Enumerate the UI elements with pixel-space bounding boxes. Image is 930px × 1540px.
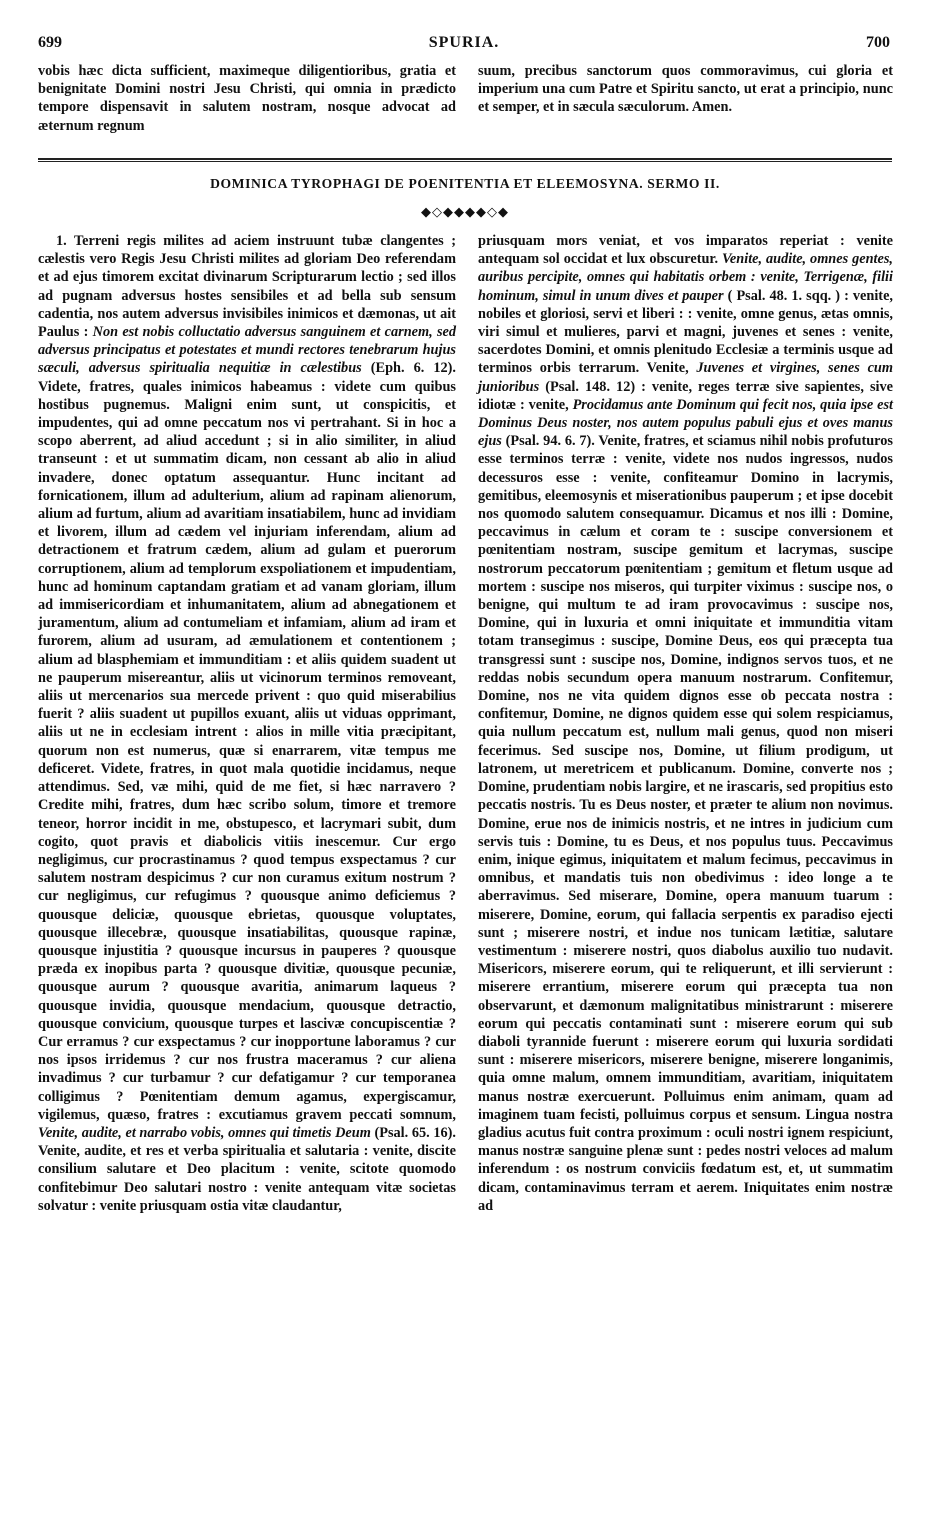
scripture-quote: Procidamus ante Dominum qui fecit nos, quia ipse est Dominus Deus noster, nos autem populus pabuli ejus et oves manus ejus xyxy=(478,396,893,450)
body-text: ( Psal. 48. 1. sqq. ) : venite, nobiles et gloriosi, servi et liberi : : venite, omne genus, ætas omnis, viri simul et mulieres, parvi et magni, juvenes et senes : venite, sacerdotes Domini, et omnis plenitudo Ecclesiæ a terminis usque ad terminos orbis terrarum. Venite, xyxy=(478,287,893,377)
page-header xyxy=(38,34,890,58)
top-text-right: suum, precibus sanctorum quos commoravimus, cui gloria et imperium una cum Patre et Spiritu sancto, ut erat a principio, nunc et semper, et in sæcula sæculorum. Amen. xyxy=(478,63,893,116)
scripture-quote: Non est nobis colluctatio adversus sanguinem et carnem, sed adversus principatus et potestates et mundi rectores tenebrarum hujus sæculi, adversus spiritualia nequitiæ in cælestibus xyxy=(38,324,457,377)
page-number-left: 699 xyxy=(38,34,62,51)
sermon-title: DOMINICA TYROPHAGI DE POENITENTIA ET ELEEMOSYNA. SERMO II. xyxy=(210,176,720,191)
body-text: (Psal. 148. 12) : venite, reges terræ sive sapientes, sive idiotæ : venite, xyxy=(478,378,893,413)
scripture-quote: Venite, audite, omnes gentes, auribus percipite, omnes qui habitatis orbem : venite, Terrigenæ, filii hominum, simul in unum dives et pauper xyxy=(478,251,893,304)
body-left-column xyxy=(38,232,456,1215)
section-divider-thin xyxy=(38,161,892,162)
body-text: (Eph. 6. 12). Videte, fratres, quales inimicos habeamus : videte cum quibus hostibus pugnemus. Maligni enim sunt, ut conspicitis, et impudentes, qui ad omne peccatum nos vi pertrahant. Si in hoc a scopo aberrent, ad aliud accedunt ; si in alio similiter, in aliud transeunt : et ut summatim dicam, non cessant ab alio in aliud invadere, donec optatum assequantur. Hunc incitant ad fornicationem, illum ad adulterium, alium ad rapinam alienorum, alium ad furtum, alium ad avaritiam insatiabilem, hunc ad invidiam et livorem, illum ad cædem vel injuriam inferendam, alium ad detractionem et fratrum cædem, alium ad gulam et puerorum corruptionem, alium ad templorum exspoliationem et impudentiam, hunc ad hominum captandam gratiam et ad vanam gloriam, illum ad immisericordiam et inhumanitatem, alium ad abnegationem et juramentum, alium ad contumeliam et infamiam, alium ad iram et furorem, alium ad usuram, ad æmulationem et contentionem ; alium ad blasphemiam et immunditiam : et aliis quidem suadent ut ne pauperum misereantur, aliis ut vicinorum terminos removeant, aliis ut mercenarios sua mercede privent : quo quid miserabilius fuerit ? aliis suadent ut pupillos exuant, aliis ut viduas opprimant, aliis ut ne in ecclesiam intrent : alios in mille vitia præcipitant, quorum non est numerus, quæ si enarrarem, vitæ tempus me deficeret. Videte, fratres, in quot mala quotidie incidamus, neque attendimus. Sed, væ mihi, quid de me fiet, si hæc narravero ? Credite mihi, fratres, dum hæc scribo solum, timore et tremore teneor, horror incidit in me, obstupesco, et lacrymari subit, dum cogito, quot pravis et diabolicis vitiis inescemur. Cur ergo negligimus, cur procrastinamus ? quod tempus exspectamus ? cur salutem nostram despicimus ? cur non curamus exitum nostrum ? cur negligimus, cur refugimus ? quousque animo deficiemus ? quousque deliciæ, quousque ebrietas, quousque voluptates, quousque illecebræ, quousque insatiabilitas, quousque rapinæ, quousque injustitia ? quousque incursus in pauperes ? quousque præda ex inopibus parta ? quousque divitiæ, quousque pecuniæ, quousque aurum ? quousque avaritia, animarum laqueus ? quousque invidia, quousque mendacium, quousque detractio, quousque convicium, quousque turpes et lascivæ concupiscentiæ ? Cur erramus ? cur exspectamus ? cur inopportune laboramus ? cur nos ipsos irridemus ? cur nos frustra maceramus ? cur aliena invadimus ? cur turbamur ? cur defatigamur ? cur temporanea colligimus ? Pœnitentiam demum agamus, expergiscamur, vigilemus, quæso, fratres : excutiamus gravem peccati somnum, xyxy=(38,360,457,1123)
running-title: SPURIA. xyxy=(428,34,500,51)
body-right-column xyxy=(478,232,893,1215)
page-number-right: 700 xyxy=(866,34,890,51)
scripture-quote: Juvenes et virgines, senes cum junioribus xyxy=(478,360,893,395)
section-divider xyxy=(38,158,892,160)
body-text: (Psal. 65. 16). Venite, audite, et res et verba spiritualia et salutaria : venite, discite consilium salutare et Deo placitum : venite, scitote quomodo confitebimur Deo salutari nostro : venite antequam vitæ societas solvatur : venite priusquam ostia vitæ claudantur, xyxy=(38,1124,456,1214)
body-left-paragraph xyxy=(38,232,456,1215)
top-text-left: vobis hæc dicta sufficient, maximeque diligentioribus, gratia et benignitate Domini nostri Jesu Christi, qui omnia in prædicto tempore dispensavit in salutem nostram, nosque advocat ad æternum regnum xyxy=(38,63,456,134)
top-text-left-column xyxy=(38,62,456,135)
body-text: 1. Terreni regis milites ad aciem instruunt tubæ clangentes ; cælestis vero Regis Jesu Christi milites ad gloriam Deo referendam et ad ejus timorem excitat divinarum Scripturarum lectio ; sed illos ad pugnam adversus hostes sensibiles et ad bella sub sensum cadentia, nos autem adversus invisibiles inimicos et dæmonas, ut ait Paulus : xyxy=(38,233,456,341)
ornament-divider: ◆◇◆◆◆◆◇◆ xyxy=(421,204,509,219)
body-text: priusquam mors veniat, et vos imparatos reperiat : venite antequam sol occidat et lux obscuretur. xyxy=(478,233,893,268)
scripture-quote: Venite, audite, et narrabo vobis, omnes qui timetis Deum xyxy=(38,1124,371,1141)
top-text-right-column xyxy=(478,62,893,117)
body-text: (Psal. 94. 6. 7). Venite, fratres, et sciamus nihil nobis profuturos esse terminos terræ : venite, videte nos nudos ingressos, nudos decessuros esse : venite, confiteamur Domino in lacrymis, gemitibus, eleemosynis et miserationibus pauperum ; et ipse docebit nos quomodo salutem consequamur. Dicamus et nos illi : Domine, peccavimus in cælum et coram te : suscipe conversionem et pœnitentiam nostram, suscipe gemitum et lacrymas, suscipe nostrorum peccatorum pœnitentiam ; gemitum et fletum usque ad mortem : suscipe nos miseros, qui turpiter viximus : suscipe nos, o benigne, qui multum te ad iram provocavimus : suscipe nos, Domine, qui in luxuria et omni iniquitate et immunditia vitam totam transegimus : suscipe, Domine Deus, eos qui præcepta tua transgressi sunt : suscipe nos, Domine, indignos servos tuos, et ne reddas nobis secundum opera manuum nostrarum. Confitemur, Domine, nos ne vita quidem dignos esse ob peccata nostra : confitemur, Domine, ne dignos quidem esse qui solem respiciamus, quia nullum peccatum est, nullum mali genus, quod non miseri fecerimus. Sed suscipe nos, Domine, ut filium prodigum, ut latronem, ut meretricem et publicanum. Domine, converte nos ; Domine, prudentiam nobis largire, et ne irascaris, sed propitius esto peccatis nostris. Tu es Deus noster, et præter te alium non novimus. Domine, erue nos de inimicis nostris, et ne intres in judicium cum servis tuis : Domine, tu es Deus, et nos populus tuus. Peccavimus enim, inique egimus, iniquitatem et malum fecimus, peccavimus in omnibus, et mandatis tuis non obedivimus : ideo longe a te aberravimus. Sed miserare, Domine, opera manuum tuarum : miserere, Domine, eorum, qui fallacia serpentis ex paradiso ejecti sunt ; miserere nostri, et indue nos tunicam lætitiæ, salutare vestimentum : miserere nostri, quos diabolus auxilio tuo nudavit. Misericors, miserere eorum, qui te reliquerunt, et illi servierunt : miserere errantium, miserere eorum qui præcepta tua non observarunt, et dæmonum malignitatibus ministrarunt : miserere eorum qui peccatis contaminati sunt : miserere eorum qui sub diaboli tyrannide fuerunt : miserere eorum qui luxuria sordidati sunt : miserere misericors, miserere benigne, miserere longanimis, quia omne malum, omnem immunditiam, avaritiam, iniquitatem manus nostræ exercuerunt. Polluimus enim animam, quam ad imaginem tuam fecisti, polluimus corpus et sensum. Lingua nostra gladius acutus fuit contra proximum : oculi nostri ignem respiciunt, manus nostræ sanguine plenæ sunt : pedes nostri veloces ad malum inferendum : os nostrum conviciis fœdatum est, et, ut summatim dicam, contaminavimus terram et aerem. Iniquitates enim nostræ ad xyxy=(478,433,893,1214)
body-right-paragraph xyxy=(478,232,893,1215)
